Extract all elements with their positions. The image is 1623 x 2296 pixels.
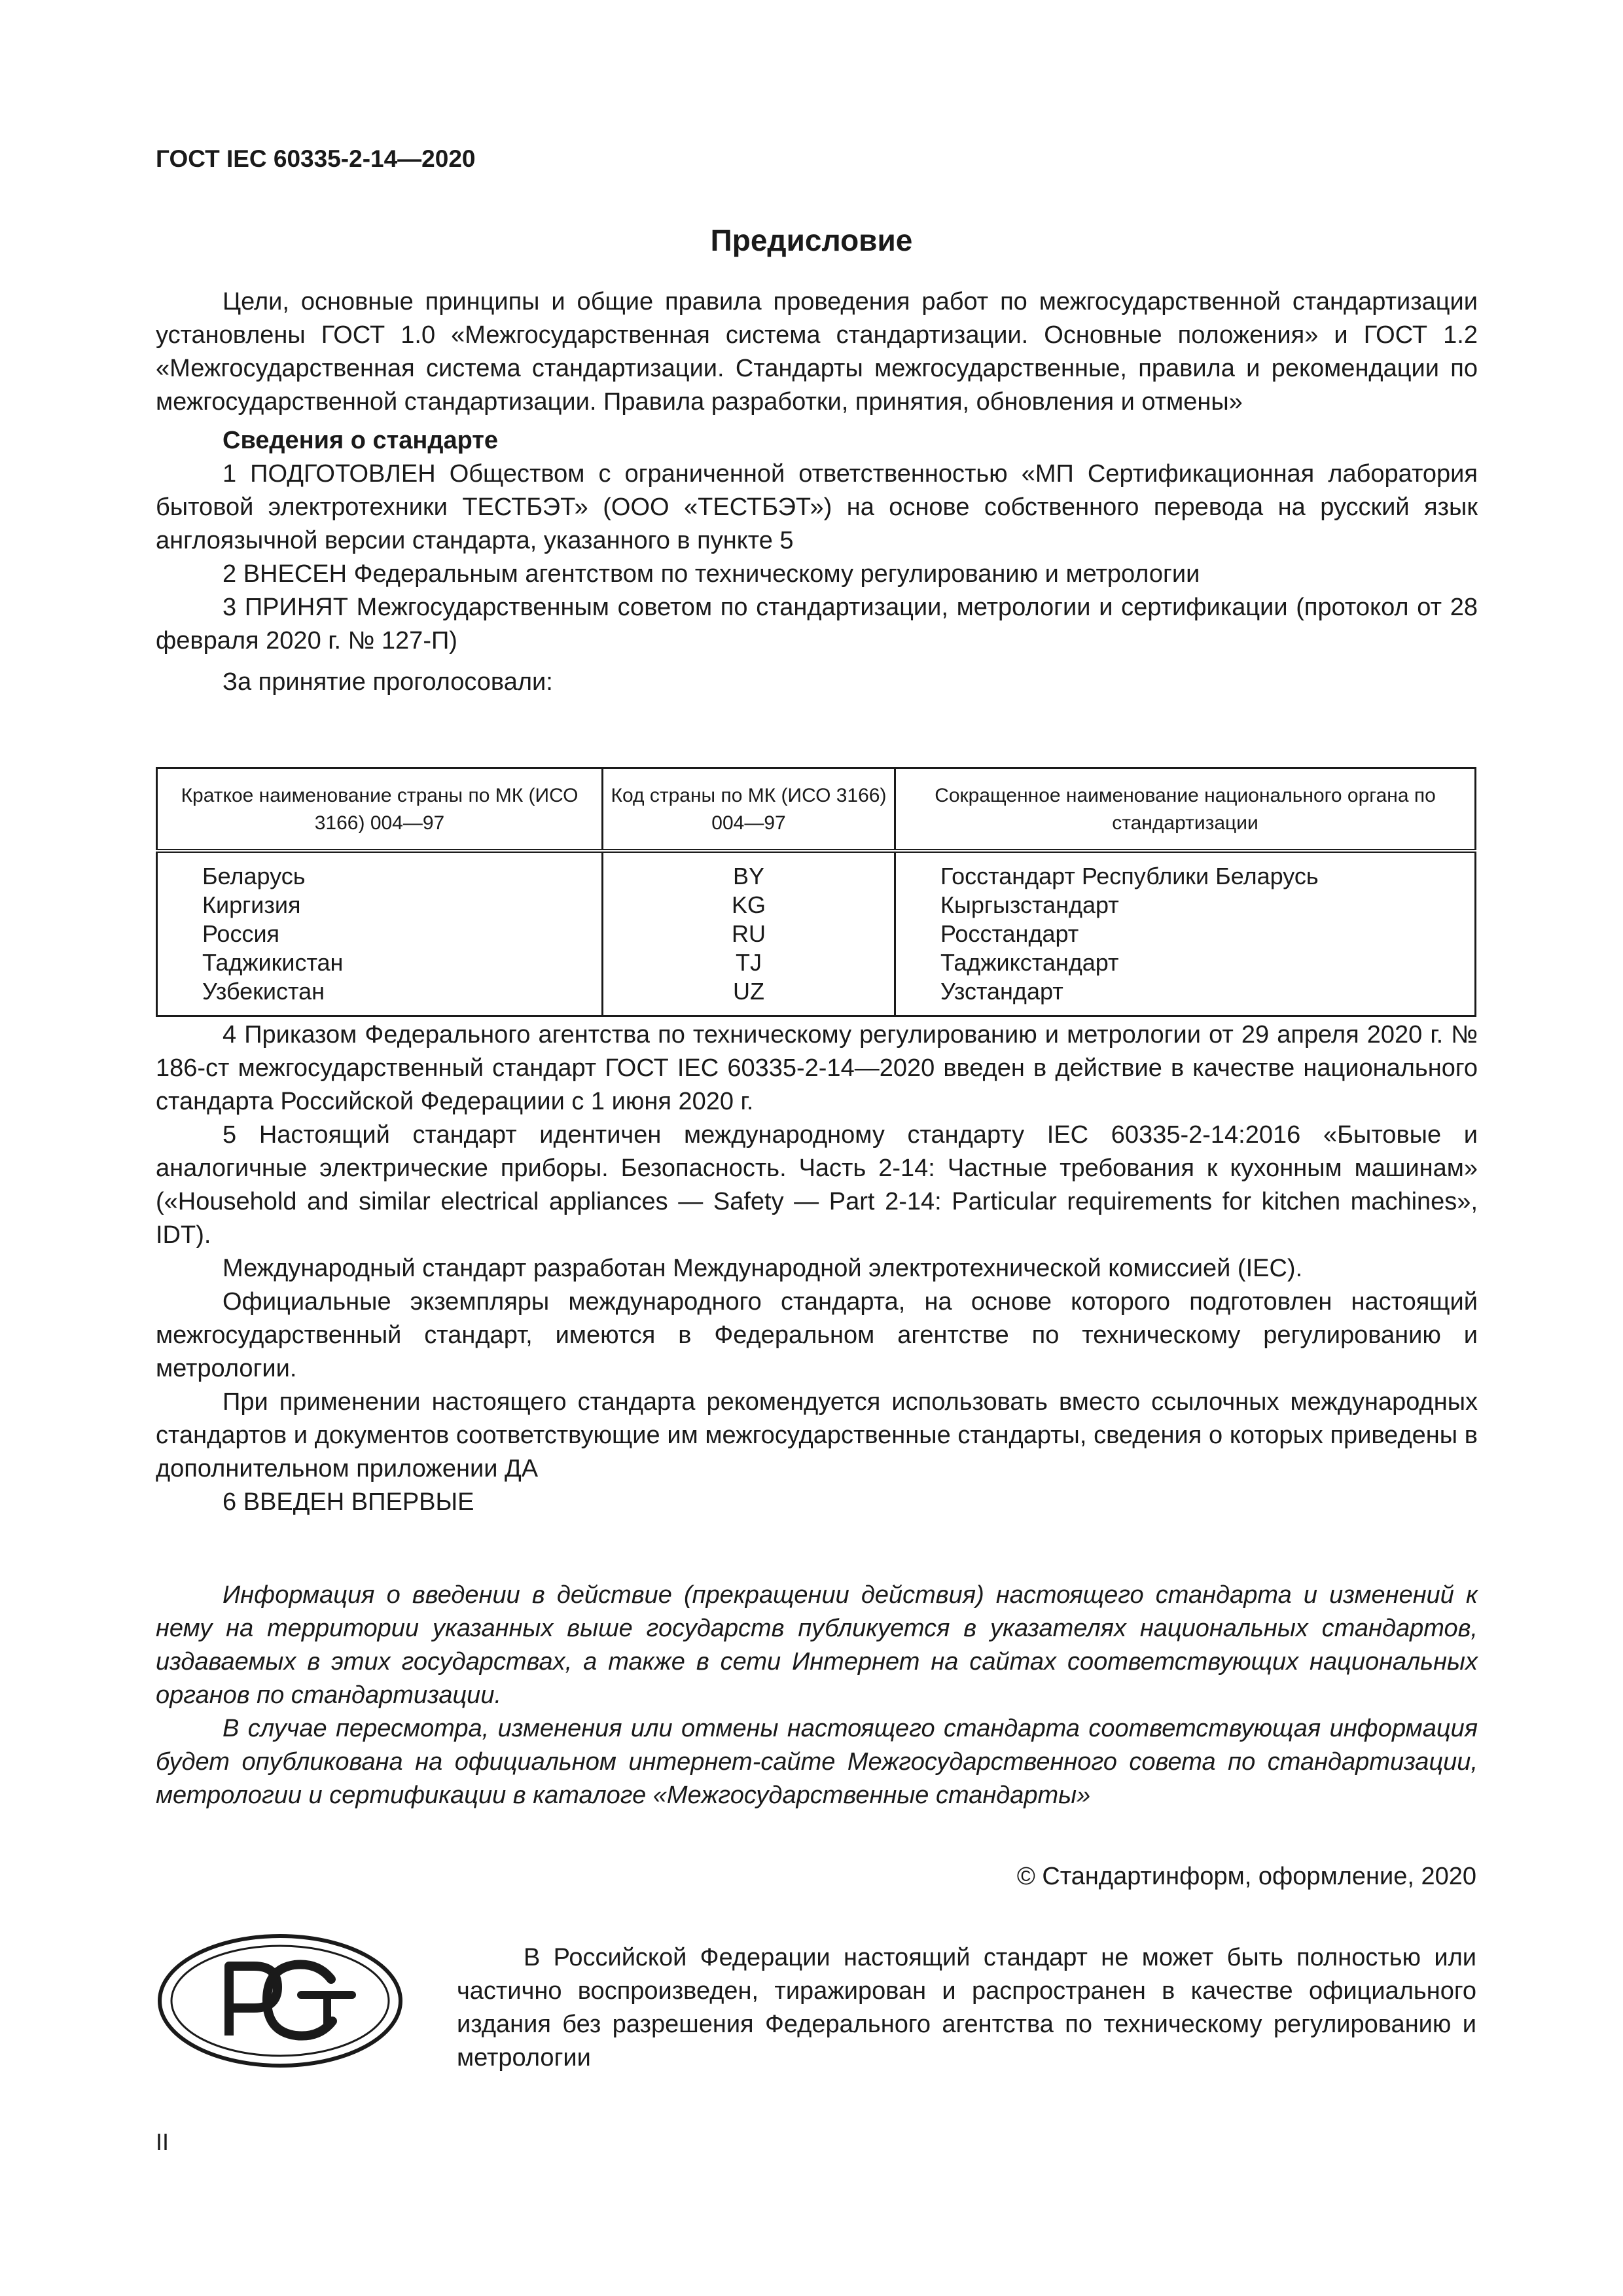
authority-name: Госстандарт Республики Беларусь xyxy=(895,851,1476,891)
voted-label: За принятие проголосовали: xyxy=(223,668,553,696)
item-2: 2 ВНЕСЕН Федеральным агентством по техническому регулированию и метрологии xyxy=(223,560,1200,588)
italic-info-paragraph-2: В случае пересмотра, изменения или отмены настоящего стандарта соответствующая информация будет опубликована на официальном интернет-сайте Межгосударственного совета по стандартизации, метрологии и сертификации в каталоге «Межгосударственные стандарты» xyxy=(156,1715,1478,1809)
countries-table xyxy=(156,767,1476,1017)
table-header-row xyxy=(157,768,1476,852)
notice-paragraph: В Российской Федерации настоящий стандарт не может быть полностью или частично воспроизведен, тиражирован и распространен в качестве официального издания без разрешения Федерального агентства по техническому регулированию и метрологии xyxy=(457,1944,1476,2072)
standard-info-heading: Сведения о стандарте xyxy=(223,427,499,454)
table-row xyxy=(157,920,1476,948)
authority-name: Таджикстандарт xyxy=(895,948,1476,977)
country-name: Узбекистан xyxy=(157,977,603,1016)
italic-info-block xyxy=(156,1579,1478,1812)
copyright-line: © Стандартинформ, оформление, 2020 xyxy=(1016,1863,1476,1890)
italic-info-paragraph-1: Информация о введении в действие (прекращении действия) настоящего стандарта и изменений к нему на территории указанных выше государств публикуется в указателях национальных стандартов, издаваемых в этих государствах, а также в сети Интернет на сайтах соответствующих национальных органов по стандартизации. xyxy=(156,1581,1478,1709)
country-code: UZ xyxy=(603,977,895,1016)
country-code: RU xyxy=(603,920,895,948)
country-name: Киргизия xyxy=(157,891,603,920)
column-header-country: Краткое наименование страны по МК (ИСО 3166) 004—97 xyxy=(157,768,603,852)
item-5-developer: Международный стандарт разработан Международной электротехнической комиссией (IEC). xyxy=(223,1255,1303,1282)
country-name: Беларусь xyxy=(157,851,603,891)
page-title: Предисловие xyxy=(710,223,913,257)
page-number: II xyxy=(156,2128,169,2155)
authority-name: Кыргызстандарт xyxy=(895,891,1476,920)
table-row xyxy=(157,891,1476,920)
item-5-references: При применении настоящего стандарта рекомендуется использовать вместо ссылочных международных стандартов и документов соответствующие им межгосударственные стандарты, сведения о которых приведены в дополнительном приложении ДА xyxy=(156,1388,1478,1482)
table-row xyxy=(157,948,1476,977)
item-1: 1 ПОДГОТОВЛЕН Обществом с ограниченной ответственностью «МП Сертификационная лаборатория бытовой электротехники ТЕСТБЭТ» (ООО «ТЕСТБЭТ») на основе собственного перевода на русский язык англоязычной версии стандарта, указанного в пункте 5 xyxy=(156,460,1478,554)
details-block xyxy=(156,1018,1478,1519)
country-code: KG xyxy=(603,891,895,920)
logo-text: РСТ xyxy=(279,2066,281,2067)
country-code: TJ xyxy=(603,948,895,977)
reproduction-notice xyxy=(457,1941,1476,2075)
country-name: Таджикистан xyxy=(157,948,603,977)
item-4: 4 Приказом Федерального агентства по техническому регулированию и метрологии от 29 апреля 2020 г. № 186-ст межгосударственный стандарт ГОСТ IEC 60335-2-14—2020 введен в действие в качестве национального стандарта Российской Федерациии с 1 июня 2020 г. xyxy=(156,1021,1478,1115)
foreword-block xyxy=(156,285,1478,699)
item-5: 5 Настоящий стандарт идентичен международному стандарту IEC 60335-2-14:2016 «Бытовые и аналогичные электрические приборы. Безопасность. Часть 2-14: Частные требования к кухонным машинам» («Household and similar electrical appliances — Safety — Part 2-14: Particular requirements for kitchen machines», IDT). xyxy=(156,1121,1478,1249)
column-header-code: Код страны по МК (ИСО 3166) 004—97 xyxy=(603,768,895,852)
column-header-authority: Сокращенное наименование национального органа по стандартизации xyxy=(895,768,1476,852)
item-3: 3 ПРИНЯТ Межгосударственным советом по стандартизации, метрологии и сертификации (протокол от 28 февраля 2020 г. № 127-П) xyxy=(156,594,1478,655)
table-row xyxy=(157,851,1476,891)
item-5-copies: Официальные экземпляры международного стандарта, на основе которого подготовлен настоящий межгосударственный стандарт, имеются в Федеральном агентстве по техническому регулированию и метрологии. xyxy=(156,1288,1478,1382)
item-6: 6 ВВЕДЕН ВПЕРВЫЕ xyxy=(223,1488,474,1516)
rst-mark-icon xyxy=(156,1932,404,2070)
authority-name: Росстандарт xyxy=(895,920,1476,948)
intro-paragraph: Цели, основные принципы и общие правила проведения работ по межгосударственной стандартизации установлены ГОСТ 1.0 «Межгосударственная система стандартизации. Основные положения» и ГОСТ 1.2 «Межгосударственная система стандартизации. Стандарты межгосударственные, правила и рекомендации по межгосударственной стандартизации. Правила разработки, принятия, обновления и отмены» xyxy=(156,288,1478,416)
authority-name: Узстандарт xyxy=(895,977,1476,1016)
table-row xyxy=(157,977,1476,1016)
country-name: Россия xyxy=(157,920,603,948)
country-code: BY xyxy=(603,851,895,891)
document-id-header: ГОСТ IEC 60335-2-14—2020 xyxy=(156,145,476,172)
